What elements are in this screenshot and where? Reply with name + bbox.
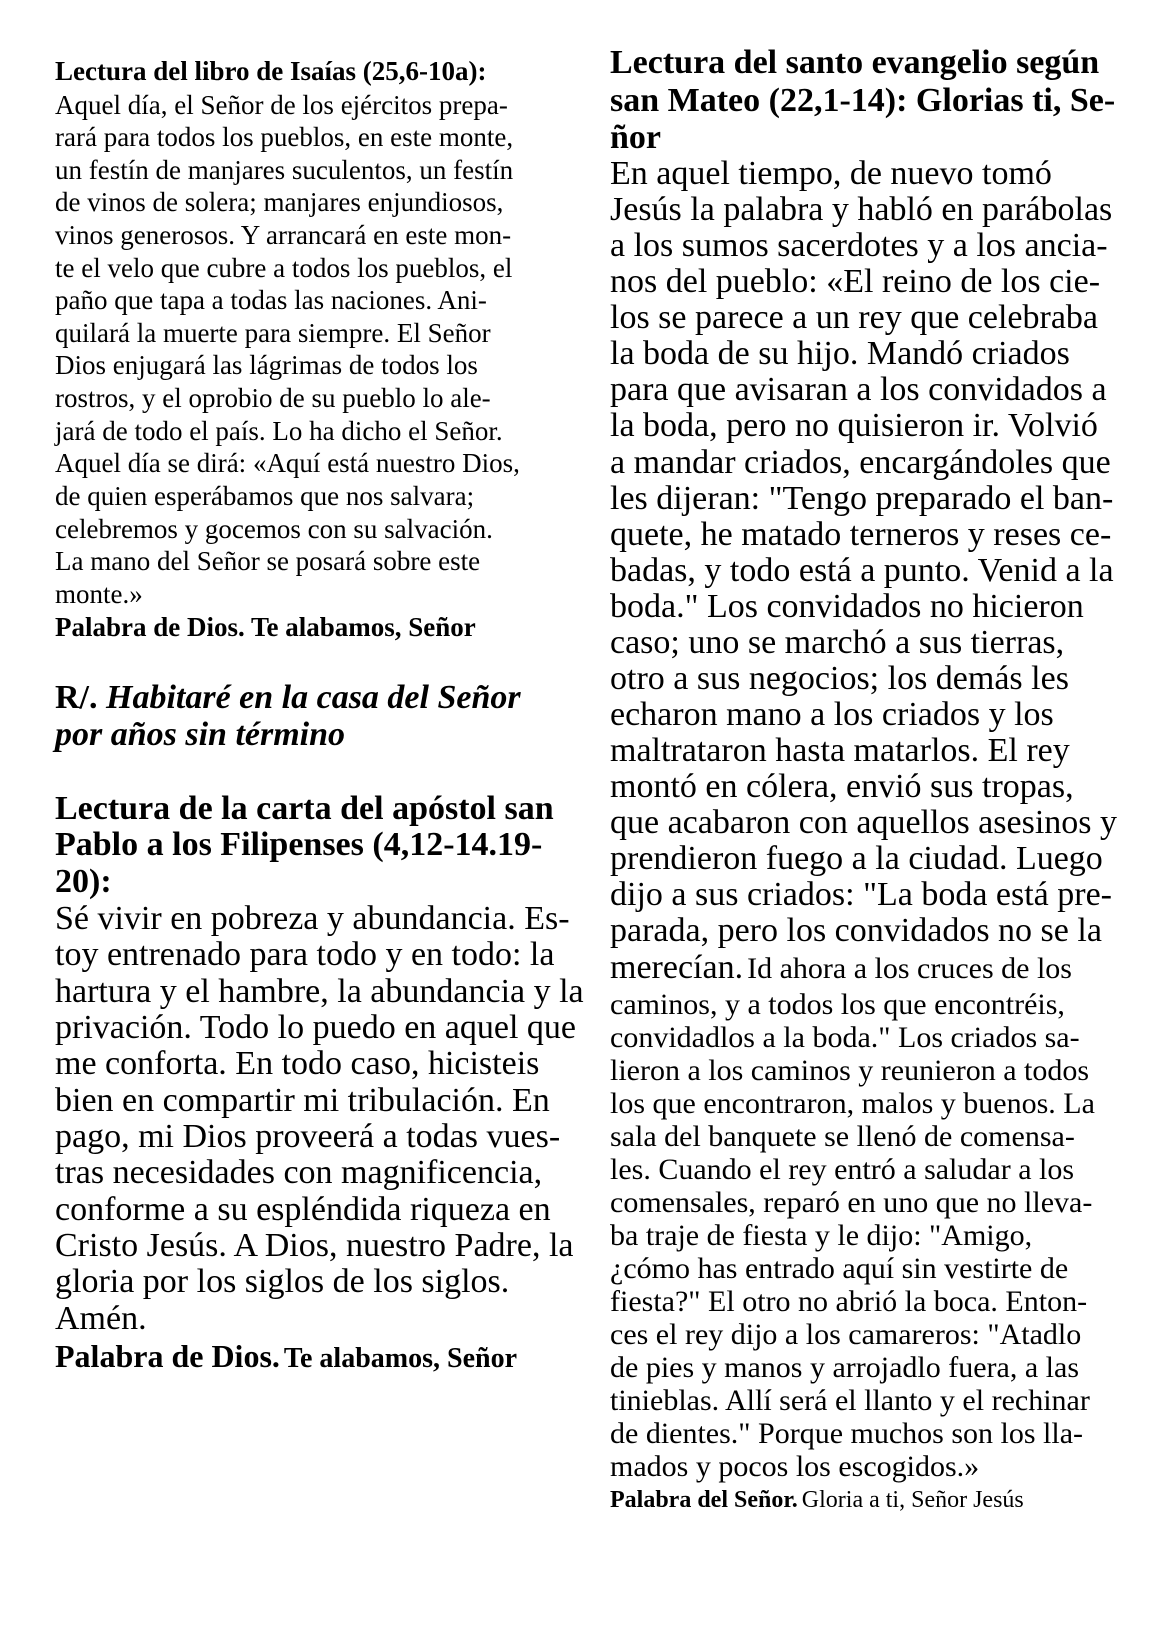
reading1-line: La mano del Señor se posará sobre este [55, 546, 481, 576]
gospel-line: a los sumos sacerdotes y a los ancia- [610, 227, 1108, 264]
gospel-line: que acabaron con aquellos asesinos y [610, 804, 1117, 841]
gospel-line: Jesús la palabra y habló en parábolas [610, 191, 1113, 228]
gospel-line: lieron a los caminos y reunieron a todos [610, 1054, 1090, 1087]
gospel-line: ba traje de fiesta y le dijo: "Amigo, [610, 1219, 1033, 1252]
gospel-line: para que avisaran a los convidados a [610, 371, 1107, 408]
gospel-line: dijo a sus criados: "La boda está pre- [610, 876, 1112, 913]
gospel-line-mixed-start: merecían. [610, 949, 744, 986]
gospel-closing [610, 1488, 1024, 1512]
reading2-line: conforme a su espléndida riqueza en [55, 1191, 551, 1228]
gospel-line: prendieron fuego a la ciudad. Luego [610, 840, 1103, 877]
reading2-closing-response: Te alabamos, Señor [283, 1343, 517, 1374]
gospel-line: caminos, y a todos los que encontréis, [610, 988, 1065, 1021]
gospel-line: otro a sus negocios; los demás les [610, 660, 1069, 697]
gospel-line: los se parece a un rey que celebraba [610, 299, 1099, 336]
gospel-line: convidadlos a la boda." Los criados sa- [610, 1021, 1080, 1054]
gospel-line: En aquel tiempo, de nuevo tomó [610, 155, 1052, 192]
gospel-line: a mandar criados, encargándoles que [610, 444, 1111, 481]
gospel-line: tinieblas. Allí será el llanto y el rechinar [610, 1384, 1090, 1417]
gospel-title-line: san Mateo (22,1-14): Glorias ti, Se- [610, 82, 1116, 119]
gospel-line: de dientes." Porque muchos son los lla- [610, 1417, 1084, 1450]
reading2-line: bien en compartir mi tribulación. En [55, 1082, 550, 1119]
reading1-line: vinos generosos. Y arrancará en este mon- [55, 220, 512, 250]
reading1-line: paño que tapa a todas las naciones. Ani- [55, 285, 487, 315]
gospel-line: de pies y manos y arrojadlo fuera, a las [610, 1351, 1079, 1384]
gospel-line: la boda de su hijo. Mandó criados [610, 335, 1070, 372]
reading2-title-line: Pablo a los Filipenses (4,12-14.19- [55, 826, 543, 863]
gospel-line: quete, he matado terneros y reses ce- [610, 516, 1112, 553]
gospel-line: maltrataron hasta matarlos. El rey [610, 732, 1070, 769]
reading2-closing [55, 1340, 517, 1373]
reading1-line: rostros, y el oprobio de su pueblo lo ale- [55, 383, 491, 413]
gospel-line: nos del pueblo: «El reino de los cie- [610, 263, 1101, 300]
gospel-line: mados y pocos los escogidos.» [610, 1450, 980, 1483]
gospel-line: fiesta?" El otro no abrió la boca. Enton- [610, 1285, 1088, 1318]
reading1-line: monte.» [55, 579, 143, 609]
reading1-line: rará para todos los pueblos, en este monte, [55, 122, 514, 152]
gospel-line: ¿cómo has entrado aquí sin vestirte de [610, 1252, 1069, 1285]
reading2-line: pago, mi Dios proveerá a todas vues- [55, 1118, 561, 1155]
gospel-line: montó en cólera, envió sus tropas, [610, 768, 1074, 805]
psalm-text-line1: Habitaré en la casa del Señor [106, 679, 521, 716]
reading2-line: Amén. [55, 1300, 147, 1337]
reading1-line: Aquel día, el Señor de los ejércitos prepa- [55, 90, 508, 120]
gospel-line: les dijeran: "Tengo preparado el ban- [610, 480, 1114, 517]
reading1-line: quilará la muerte para siempre. El Señor [55, 318, 491, 348]
reading2-title-line: 20): [55, 863, 112, 900]
reading2-line: Sé vivir en pobreza y abundancia. Es- [55, 900, 570, 937]
gospel-closing-bold: Palabra del Señor. [610, 1487, 798, 1513]
reading2-line: privación. Todo lo puedo en aquel que [55, 1009, 577, 1046]
reading1-line: celebremos y gocemos con su salvación. [55, 514, 493, 544]
gospel-line: los que encontraron, malos y buenos. La [610, 1087, 1095, 1120]
reading2-title-line: Lectura de la carta del apóstol san [55, 790, 554, 827]
gospel-title-line: ñor [610, 119, 661, 156]
gospel-line: les. Cuando el rey entró a saludar a los [610, 1153, 1075, 1186]
reading1-line: te el velo que cubre a todos los pueblos, el [55, 253, 513, 283]
reading1-line: de quien esperábamos que nos salvara; [55, 481, 475, 511]
reading2-line: toy entrenado para todo y en todo: la [55, 936, 555, 973]
reading1-line: jará de todo el país. Lo ha dicho el Señor. [55, 416, 503, 446]
gospel-line-mixed [610, 951, 1072, 985]
psalm-marker: R/. [55, 679, 98, 716]
gospel-line: comensales, reparó en uno que no lleva- [610, 1186, 1093, 1219]
psalm-text-line2: por años sin término [55, 716, 346, 753]
gospel-closing-response: Gloria a ti, Señor Jesús [801, 1487, 1024, 1513]
gospel-line: parada, pero los convidados no se la [610, 912, 1102, 949]
reading2-line: Cristo Jesús. A Dios, nuestro Padre, la [55, 1227, 574, 1264]
reading1-title: Lectura del libro de Isaías (25,6-10a): [55, 56, 487, 86]
reading2-line: tras necesidades con magnificencia, [55, 1154, 543, 1191]
psalm-response [55, 681, 521, 715]
gospel-title-line: Lectura del santo evangelio según [610, 44, 1100, 81]
reading2-line: gloria por los siglos de los siglos. [55, 1263, 510, 1300]
reading1-line: un festín de manjares suculentos, un festín [55, 155, 514, 185]
gospel-line-mixed-end: Id ahora a los cruces de los [747, 952, 1072, 985]
reading1-closing: Palabra de Dios. Te alabamos, Señor [55, 612, 476, 642]
gospel-line: caso; uno se marchó a sus tierras, [610, 624, 1065, 661]
reading2-closing-bold: Palabra de Dios. [55, 1338, 280, 1374]
reading2-line: me conforta. En todo caso, hicisteis [55, 1045, 540, 1082]
gospel-line: badas, y todo está a punto. Venid a la [610, 552, 1114, 589]
gospel-line: sala del banquete se llenó de comensa- [610, 1120, 1075, 1153]
reading1-line: Dios enjugará las lágrimas de todos los [55, 350, 478, 380]
gospel-line: echaron mano a los criados y los [610, 696, 1054, 733]
gospel-line: la boda, pero no quisieron ir. Volvió [610, 407, 1098, 444]
reading1-line: Aquel día se dirá: «Aquí está nuestro Dios, [55, 448, 520, 478]
reading2-line: hartura y el hambre, la abundancia y la [55, 973, 584, 1010]
gospel-line: ces el rey dijo a los camareros: "Atadlo [610, 1318, 1082, 1351]
reading1-line: de vinos de solera; manjares enjundiosos, [55, 187, 504, 217]
gospel-line: boda." Los convidados no hicieron [610, 588, 1084, 625]
